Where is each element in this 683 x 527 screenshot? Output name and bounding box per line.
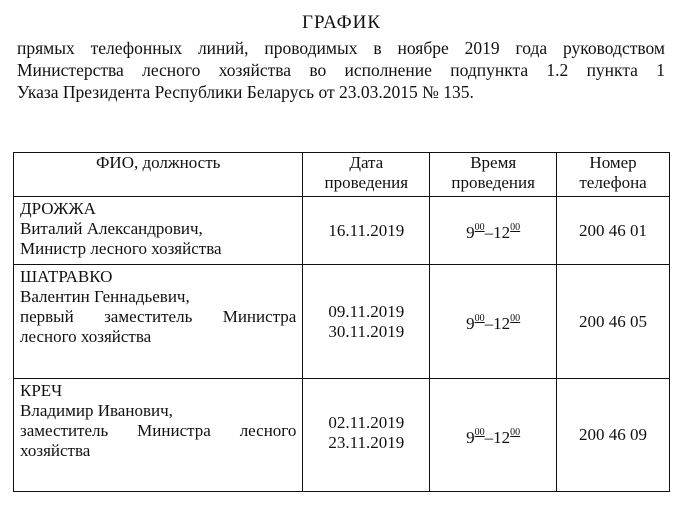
person-position-line-2: лесного хозяйства [20,327,152,346]
header-phone-line-1: Номер [589,153,637,172]
header-time-line-1: Время [470,153,517,172]
date-value: 23.11.2019 [328,433,405,452]
date-value: 02.11.2019 [328,413,405,432]
time-end-hour: 12 [493,427,511,447]
schedule-table [13,152,670,492]
time-separator: – [484,314,494,333]
time-cell [430,379,557,492]
header-phone-line-2: телефона [579,173,647,192]
time-cell [430,197,557,265]
header-time-line-2: проведения [451,173,535,192]
time-end-minutes: 00 [510,313,521,324]
person-cell [14,379,303,492]
subtitle-line-2: Министерства лесного хозяйства во исполнение подпункта 1.2 пункта 1 [17,60,665,80]
time-end-minutes: 00 [510,426,521,438]
subtitle-line-1: прямых телефонных линий, проводимых в ноябре 2019 года руководством [17,38,665,58]
person-surname: КРЕЧ [20,381,63,400]
person-given-names: Виталий Александрович, [20,219,203,238]
header-date [303,153,430,197]
person-given-names: Владимир Иванович, [20,401,173,420]
header-date-line-2: проведения [324,173,409,192]
date-value: 30.11.2019 [328,321,405,341]
time-cell [430,265,557,379]
person-position-line-1: заместитель Министра лесного [20,421,297,440]
table-row [14,379,670,492]
table-header-row [14,153,670,197]
date-value: 09.11.2019 [328,301,405,321]
time-start-hour: 9 [466,314,475,333]
person-cell [14,265,303,379]
time-start-hour: 9 [466,427,475,447]
time-separator: – [484,427,494,447]
time-start-hour: 9 [466,223,475,242]
header-date-line-1: Дата [349,153,384,172]
time-start-minutes: 00 [474,222,485,233]
person-position-line-2: хозяйства [20,441,91,460]
document-title: ГРАФИК [301,12,382,33]
date-value: 16.11.2019 [328,220,405,240]
person-position: Министр лесного хозяйства [20,239,222,258]
phone-cell: 200 46 05 [557,265,670,379]
header-phone [557,153,670,197]
time-end-hour: 12 [493,223,511,242]
subtitle-line-3: Указа Президента Республики Беларусь от 23.03.2015 № 135. [17,82,474,102]
phone-cell: 200 46 01 [557,197,670,265]
person-surname: ДРОЖЖА [20,199,96,218]
header-name: ФИО, должность [14,153,303,197]
document-subtitle [17,37,665,103]
phone-cell: 200 46 09 [557,379,670,492]
person-given-names: Валентин Геннадьевич, [20,287,190,306]
time-start-minutes: 00 [474,313,485,324]
date-cell [303,379,430,492]
date-cell [303,197,430,265]
time-separator: – [484,223,494,242]
time-end-hour: 12 [493,314,511,333]
table-row [14,265,670,379]
time-end-minutes: 00 [510,222,521,233]
person-cell [14,197,303,265]
date-cell [303,265,430,379]
header-time [430,153,557,197]
table-row [14,197,670,265]
person-surname: ШАТРАВКО [20,267,113,286]
person-position-line-1: первый заместитель Министра [20,307,297,326]
time-start-minutes: 00 [474,426,485,438]
